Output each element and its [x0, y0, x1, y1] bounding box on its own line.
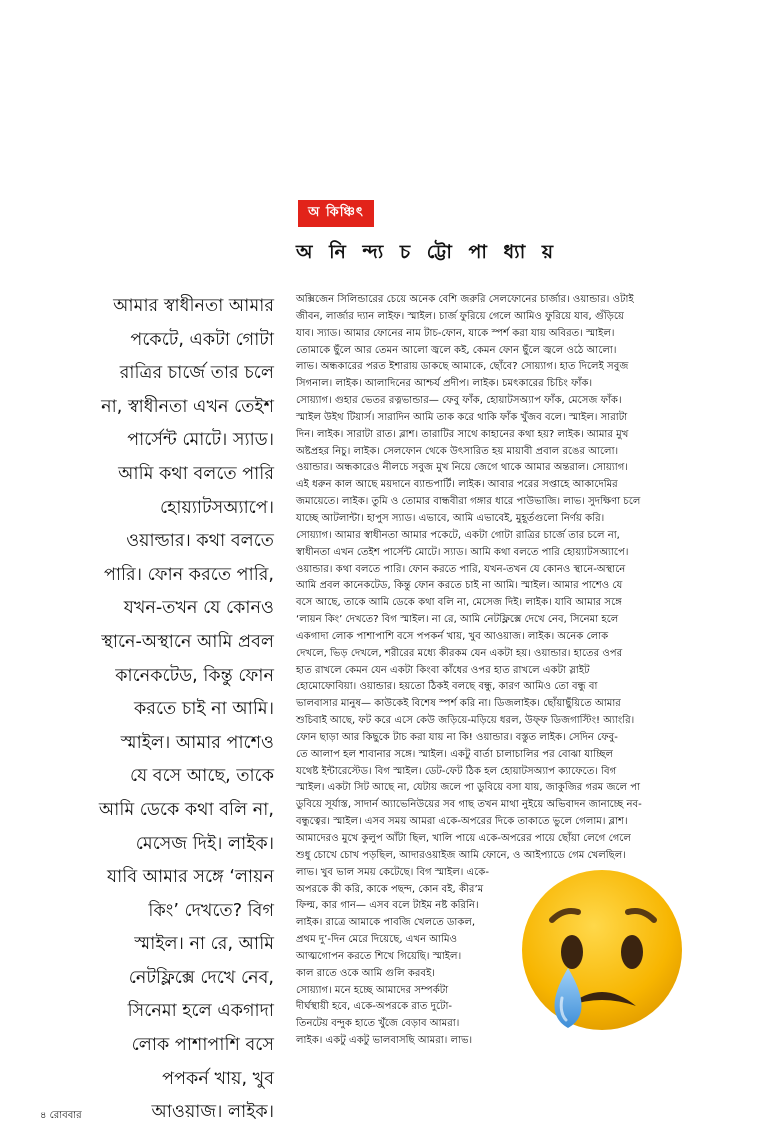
- pull-quote-line: পপকর্ন খায়, খুব: [162, 1068, 274, 1089]
- pull-quote-line: লোক পাশাপাশি বসে: [131, 1035, 274, 1056]
- pull-quote-line: যাবি আমার সঙ্গে ‘লায়ন: [107, 867, 274, 888]
- body-line: লাইক। একটু একটু ভালবাসছি আমরা। লাভ।: [296, 1035, 473, 1047]
- body-line: স্মাইল। একটা সিট আছে না, যেটায় জলে পা ডুবিয়ে বসা যায়, জাকুজির গরম জলে পা: [296, 782, 641, 794]
- body-line: জীবন, লার্জার দ্যান লাইফ। স্মাইল। চার্জ ফুরিয়ে গেলে আমিও ফুরিয়ে যাব, গুঁড়িয়ে: [296, 310, 624, 322]
- pull-quote-line: আমি ডেকে কথা বলি না,: [98, 799, 274, 820]
- pull-quote-line: পকেটে, একটা গোটা: [130, 329, 274, 350]
- body-line: যাব। স্যাড। আমার ফোনের নাম টাচ-ফোন, যাকে স্পর্শ করা যায় অবিরত। স্মাইল।: [296, 327, 615, 339]
- pull-quote-line: কিং’ দেখতে? বিগ: [148, 900, 274, 921]
- section-tag: অ কিঞ্চিৎ: [298, 200, 374, 227]
- body-line: দেখলে, ভিড় দেখলে, শরীরের মধ্যে কীরকম যেন একটা হয়। ওয়ান্ডার। হাতের ওপর: [296, 647, 623, 659]
- pull-quote-line: যে বসে আছে, তাকে: [129, 766, 274, 787]
- body-line: লাইক। রাত্রে আমাকে পাবজি খেলতে ডাকল,: [296, 917, 476, 929]
- pull-quote-line: আমার স্বাধীনতা আমার: [113, 296, 274, 316]
- body-line: তোমাকে ছুঁলে আর তেমন আলো জ্বলে কই, কেমন ফোন ছুঁলে জ্বলে ওঠে আলো।: [296, 344, 617, 356]
- pull-quote-line: পার্সেন্ট মোটে। স্যাড।: [127, 430, 274, 451]
- pull-quote-line: স্থানে-অস্থানে আমি প্রবল: [101, 631, 274, 652]
- body-line: বন্ধুত্বের। স্মাইল। এসব সময় আমরা একে-অপরের দিকে তাকাতে ভুলে গেলাম। ব্লাশ।: [296, 816, 628, 828]
- pull-quote-line: সিনেমা হলে একগাদা: [127, 1001, 274, 1022]
- body-line: একগাদা লোক পাশাপাশি বসে পপকর্ন খায়, খুব আওয়াজ। লাইক। অনেক লোক: [296, 630, 609, 642]
- body-line: স্বাধীনতা এখন তেইশ পার্সেন্ট মোটে। স্যাড। আমি কথা বলতে পারি হোয়্যাটসঅ্যাপে।: [296, 546, 629, 558]
- body-line: দিন। লাইক। সারাটা রাত। ব্লাশ। তারাটির সাথে কাহানের কথা হয়? লাইক। আমার মুখ: [296, 428, 629, 440]
- body-line: বসে আছে, তাকে আমি ডেকে কথা বলি না, মেসেজ দিই। লাইক। যাবি আমার সঙ্গে: [296, 597, 622, 609]
- pull-quote-line: করতে চাই না আমি।: [133, 699, 274, 720]
- body-line: লাভ। খুব ভাল সময় কেটেছে। বিগ স্মাইল। একে-: [296, 866, 489, 878]
- crying-face-icon: [520, 868, 690, 1058]
- body-line: অপরকে কী করি, কাকে পছন্দ, কোন বই, কীর’ম: [296, 883, 484, 895]
- pull-quote: [62, 290, 274, 1130]
- pull-quote-line: কানেকটেড, কিন্তু ফোন: [115, 665, 274, 686]
- pull-quote-line: আমি কথা বলতে পারি: [118, 463, 274, 484]
- pull-quote-line: স্মাইল। না রে, আমি: [134, 934, 274, 955]
- pull-quote-line: যখন-তখন যে কোনও: [123, 598, 274, 619]
- pull-quote-line: না, স্বাধীনতা এখন তেইশ: [101, 396, 274, 417]
- body-line: হাত রাখলে কেমন যেন একটা কিংবা কাঁধের ওপর হাত রাখলে একটা স্লাইট: [296, 664, 590, 676]
- body-line: আত্মগোপন করতে শিখে গিয়েছি। স্মাইল।: [296, 950, 462, 962]
- body-line: যাচ্ছে আটলান্টা। হাপুস স্যাড। এভাবে, আমি এভাবেই, মুহূর্তগুলো নির্ণয় করি।: [296, 512, 605, 524]
- body-line: তিনটেয় বন্দুক হাতে খুঁজে বেড়াব আমরা।: [296, 1018, 460, 1030]
- body-line: সোয়্যাগ। মনে হচ্ছে আমাদের সম্পর্কটা: [296, 984, 449, 996]
- body-line: আমি প্রবল কানেকটেড, কিন্তু ফোন করতে চাই না আমি। স্মাইল। আমার পাশেও যে: [296, 580, 623, 592]
- body-line: দীর্ঘস্থায়ী হবে, একে-অপরকে রাত দুটো-: [296, 1001, 453, 1013]
- body-line: আমাদেরও মুখে কুলুপ আঁটা ছিল, খালি পায়ে একে-অপরের পায়ে ছোঁয়া লেগে গেলে: [296, 833, 631, 844]
- body-line: কাল রাতে ওকে আমি গুলি করবই।: [296, 967, 435, 979]
- pull-quote-line: আওয়াজ। লাইক।: [151, 1102, 274, 1123]
- body-line: শুচিবাই আছে, ফট করে এসে কেউ জড়িয়ে-মড়িয়ে ধরল, উফ্‌ফ ডিজগাস্টিং! অ্যাংরি।: [296, 715, 635, 727]
- pull-quote-line: স্মাইল। আমার পাশেও: [120, 732, 274, 753]
- pull-quote-line: ওয়াল্ডার। কথা বলতে: [126, 531, 274, 552]
- body-line: শুধু চোখে চোখ পড়ছিল, আদারওয়াইজ আমি ফোনে, ও আইপ্যাডে গেম খেলছিল।: [296, 849, 626, 861]
- author-byline: অ নি ন্দ্য চ ট্টো পা ধ্যা য়: [296, 241, 559, 263]
- body-line: এই ধরুন কাল আছে ময়দানে ব্যান্ডপার্টি। লাইক। আবার পরের সপ্তাহে আকাদেমির: [296, 479, 618, 491]
- body-line: যথেষ্ট ইন্টারেস্টেড। বিগ স্মাইল। ডেট-ফেট ঠিক হল হোয়াটসঅ্যাপ ক্যাফেতে। বিগ: [296, 765, 617, 777]
- body-line: অক্সিজেন সিলিন্ডারের চেয়ে অনেক বেশি জরুরি সেলফোনের চার্জার। ওয়ান্ডার। ওটাই: [296, 294, 634, 305]
- body-line: জমায়েতে। লাইক। তুমি ও তোমার বান্ধবীরা গঙ্গার ধারে পাউভাজি। লাভ। সুদক্ষিণা চলে: [296, 496, 641, 508]
- body-line: ভালবাসার মানুষ— কাউকেই বিশেষ স্পর্শ করি না। ডিজলাইক। ছোঁয়াছুঁয়িতে আমার: [296, 698, 621, 710]
- pull-quote-line: রাত্রির চার্জে তার চলে: [119, 363, 274, 384]
- body-line: সোয়্যাগ। গুহার ভেতর রত্নভান্ডার— ফেবু ফাঁক, হোয়াটসঅ্যাপ ফাঁক, মেসেজ ফাঁক।: [296, 395, 622, 407]
- pull-quote-line: মেসেজ দিই। লাইক।: [135, 833, 274, 854]
- body-line: লাভ। অন্ধকারের পরত ইশারায় ডাকছে আমাকে, ছোঁবে? সোয়্যাগ। হাত দিলেই সবুজ: [296, 361, 629, 373]
- body-line: হোমোফোবিয়া। ওয়ান্ডার। হয়তো ঠিকই বলছে বন্ধু, কারণ আমিও তো বন্ধু বা: [296, 681, 598, 693]
- pull-quote-line: পারি। ফোন করতে পারি,: [103, 564, 274, 585]
- body-line: ওয়ান্ডার। অন্ধকারেও নীলচে সবুজ মুখ নিয়ে জেগে থাকে আমার অন্তরাল। সোয়্যাগ।: [296, 462, 628, 474]
- page-number: ৪ রোববার: [40, 1110, 82, 1121]
- body-line: ওয়ান্ডার। কথা বলতে পারি। ফোন করতে পারি, যখন-তখন যে কোনও স্থানে-অস্থানে: [296, 563, 626, 575]
- body-line: স্মাইল উইথ টিয়ার্স। সারাদিন আমি তাক করে থাকি ফাঁক খুঁজব বলে। স্মাইল। সারাটা: [296, 411, 628, 423]
- body-line: প্রথম দু’-দিন মেরে দিয়েছে, এখন আমিও: [296, 934, 457, 946]
- body-line: সোয়্যাগ। আমার স্বাধীনতা আমার পকেটে, একটা গোটা রাত্রির চার্জে তার চলে না,: [296, 529, 620, 541]
- body-line: ডুবিয়ে সূর্যাস্ত, সাদার্ন অ্যাভেনিউয়ের সব গাছ তখন মাথা নুইয়ে অভিবাদন জানাচ্ছে নব-: [296, 799, 642, 811]
- body-line: ফিল্ম, কার গান— এসব বলে টাইম নষ্ট করিনি।: [296, 900, 479, 912]
- body-line: ‘লায়ন কিং’ দেখতে? বিগ স্মাইল। না রে, আমি নেটফ্লিক্সে দেখে নেব, সিনেমা হলে: [296, 614, 619, 626]
- pull-quote-line: হোয়্যাটসঅ্যাপে।: [159, 497, 274, 518]
- body-line: ফোন ছাড়া আর কিছুকে টাচ করা যায় না কি! ওয়ান্ডার। বস্তুত লাইক। সেদিন ফেবু-: [296, 731, 618, 743]
- body-line: তে আলাপ হল শাবানার সঙ্গে। স্মাইল। একটু বার্তা চালাচালির পর বোঝা যাচ্ছিল: [296, 748, 614, 760]
- body-line: সিগনাল। লাইক। আলাদিনের আশ্চর্য প্রদীপ। লাইক। চমৎকারের চিচিং ফাঁক।: [296, 378, 593, 390]
- pull-quote-line: নেটফ্লিক্সে দেখে নেব,: [128, 967, 274, 988]
- body-line: অষ্টপ্রহর নিচু। লাইক। সেলফোন থেকে উৎসারিত হয় মায়াবী প্রবাল রঙের আলো।: [296, 445, 619, 457]
